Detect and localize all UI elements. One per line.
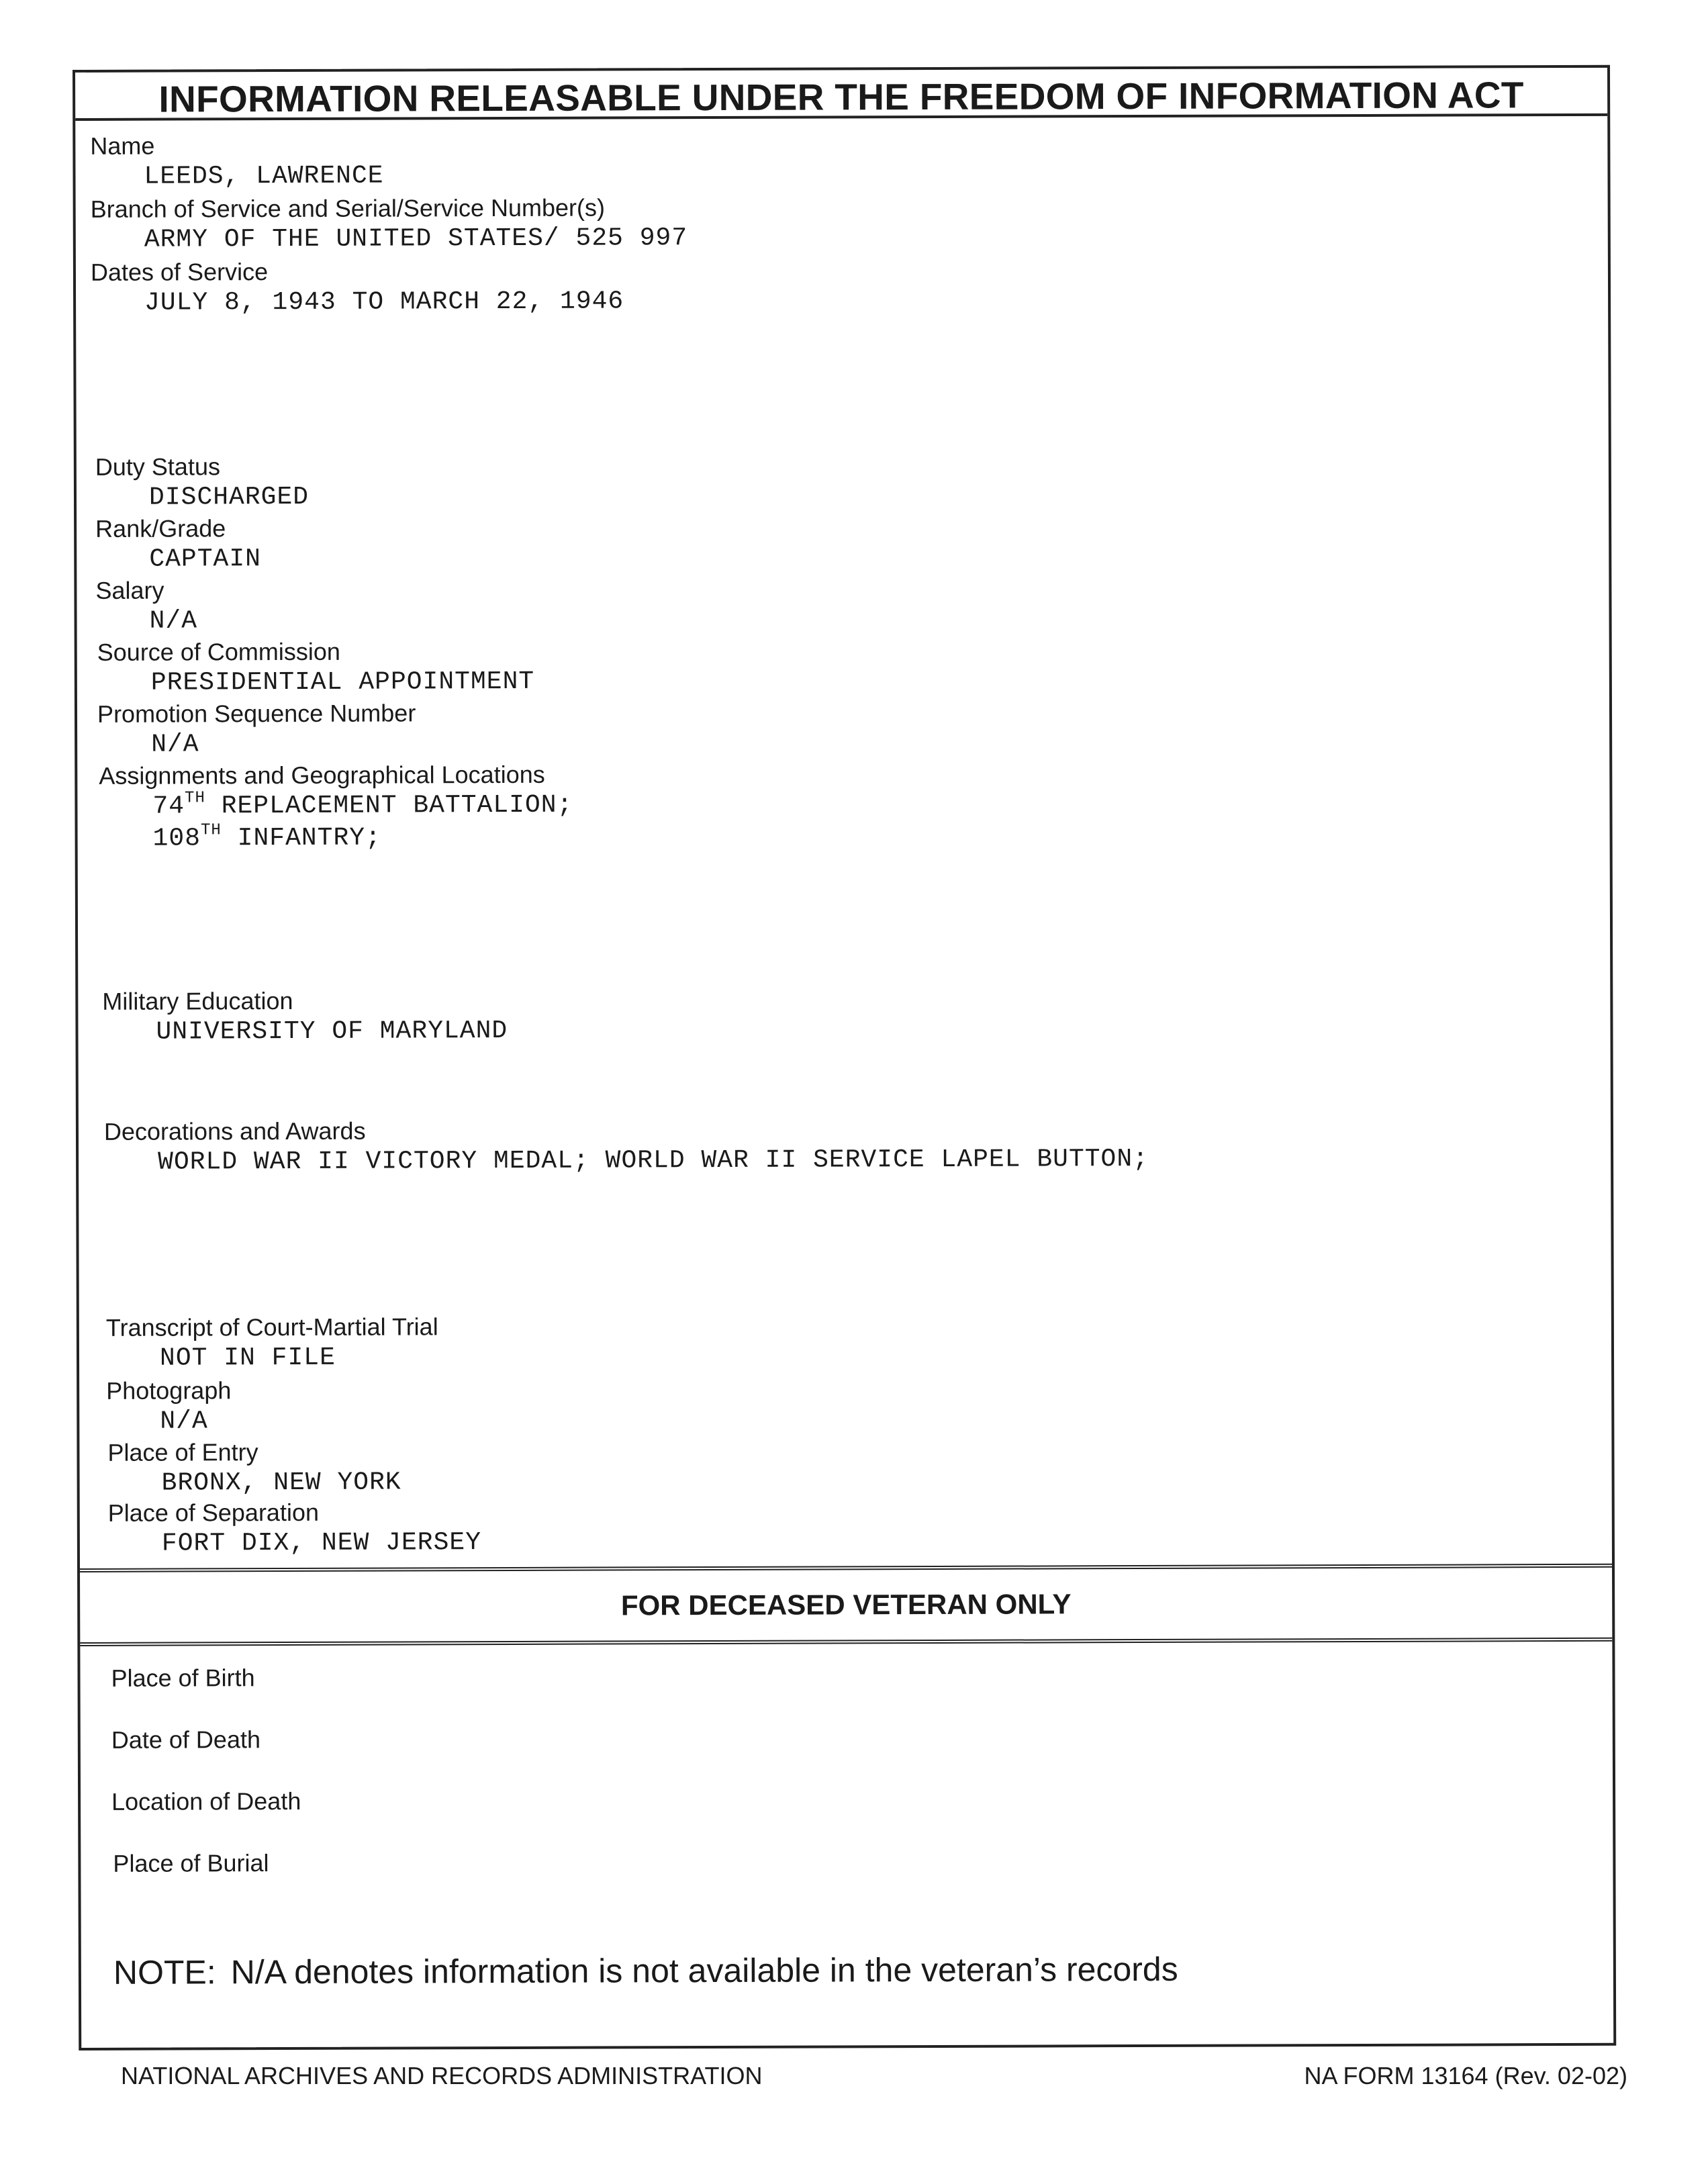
field-value: N/A bbox=[151, 730, 199, 759]
field-label: Promotion Sequence Number bbox=[97, 699, 416, 728]
field-court-martial-transcript bbox=[106, 1312, 438, 1375]
field-value: N/A bbox=[149, 606, 198, 636]
field-label: Decorations and Awards bbox=[103, 1117, 366, 1145]
field-value: WORLD WAR II VICTORY MEDAL; WORLD WAR II SERVICE LAPEL BUTTON; bbox=[158, 1144, 1149, 1177]
field-place-of-entry bbox=[107, 1437, 401, 1499]
field-label: Salary bbox=[95, 576, 164, 604]
field-value: UNIVERSITY OF MARYLAND bbox=[156, 1016, 508, 1047]
field-photograph bbox=[106, 1376, 231, 1438]
field-source-of-commission bbox=[97, 636, 535, 700]
assignment-line: 108TH INFANTRY; bbox=[152, 821, 381, 853]
assignment-line: 74TH REPLACEMENT BATTALION; bbox=[152, 789, 573, 821]
field-label: Assignments and Geographical Locations bbox=[99, 760, 545, 790]
field-value: CAPTAIN bbox=[149, 545, 261, 574]
field-label: Name bbox=[90, 132, 155, 160]
field-label: Duty Status bbox=[95, 453, 221, 481]
field-label: Date of Death bbox=[111, 1726, 261, 1754]
note-text: N/A denotes information is not available in the veteran’s records bbox=[230, 1950, 1178, 1991]
field-assignments bbox=[99, 760, 573, 855]
field-value: PRESIDENTIAL APPOINTMENT bbox=[150, 667, 535, 698]
field-label: Rank/Grade bbox=[95, 514, 226, 542]
field-salary bbox=[95, 575, 197, 637]
field-value: ARMY OF THE UNITED STATES/ 525 997 bbox=[144, 224, 688, 254]
field-label: Branch of Service and Serial/Service Number(s) bbox=[90, 193, 606, 223]
field-label: Place of Entry bbox=[107, 1438, 258, 1466]
field-value: LEEDS, LAWRENCE bbox=[144, 161, 384, 191]
field-value: FORT DIX, NEW JERSEY bbox=[161, 1528, 482, 1558]
field-value: BRONX, NEW YORK bbox=[161, 1468, 401, 1498]
form-title: INFORMATION RELEASABLE UNDER THE FREEDOM OF INFORMATION ACT bbox=[75, 68, 1607, 121]
field-label: Dates of Service bbox=[90, 258, 269, 286]
records-note bbox=[113, 1949, 1178, 1993]
field-branch-of-service bbox=[91, 193, 688, 256]
field-place-of-birth bbox=[111, 1663, 254, 1693]
foia-form bbox=[73, 65, 1616, 2050]
field-date-of-death bbox=[111, 1725, 260, 1755]
footer-agency: NATIONAL ARCHIVES AND RECORDS ADMINISTRATION bbox=[121, 2062, 763, 2089]
field-location-of-death bbox=[111, 1787, 301, 1817]
field-label: Photograph bbox=[106, 1376, 232, 1405]
field-label: Source of Commission bbox=[97, 637, 340, 666]
field-label: Location of Death bbox=[111, 1787, 301, 1815]
note-label: NOTE: bbox=[113, 1953, 216, 1991]
field-label: Military Education bbox=[102, 986, 293, 1015]
field-decorations-and-awards bbox=[104, 1114, 1149, 1179]
field-dates-of-service bbox=[91, 256, 624, 319]
field-place-of-separation bbox=[108, 1497, 481, 1560]
footer-form-number: NA FORM 13164 (Rev. 02-02) bbox=[1304, 2062, 1627, 2089]
field-duty-status bbox=[95, 452, 309, 514]
field-military-education bbox=[102, 986, 508, 1049]
field-value: N/A bbox=[160, 1407, 208, 1436]
field-label: Place of Birth bbox=[111, 1664, 255, 1692]
field-value: JULY 8, 1943 TO MARCH 22, 1946 bbox=[144, 287, 624, 318]
deceased-section-title: FOR DECEASED VETERAN ONLY bbox=[80, 1564, 1612, 1646]
field-name bbox=[90, 131, 383, 193]
field-label: Transcript of Court-Martial Trial bbox=[105, 1313, 438, 1341]
field-value: DISCHARGED bbox=[148, 482, 310, 512]
field-value: NOT IN FILE bbox=[159, 1343, 336, 1373]
field-rank-grade bbox=[95, 514, 261, 576]
field-label: Place of Burial bbox=[113, 1849, 269, 1877]
field-label: Place of Separation bbox=[107, 1498, 320, 1527]
field-promotion-sequence-number bbox=[97, 698, 416, 761]
field-place-of-burial bbox=[113, 1848, 269, 1879]
